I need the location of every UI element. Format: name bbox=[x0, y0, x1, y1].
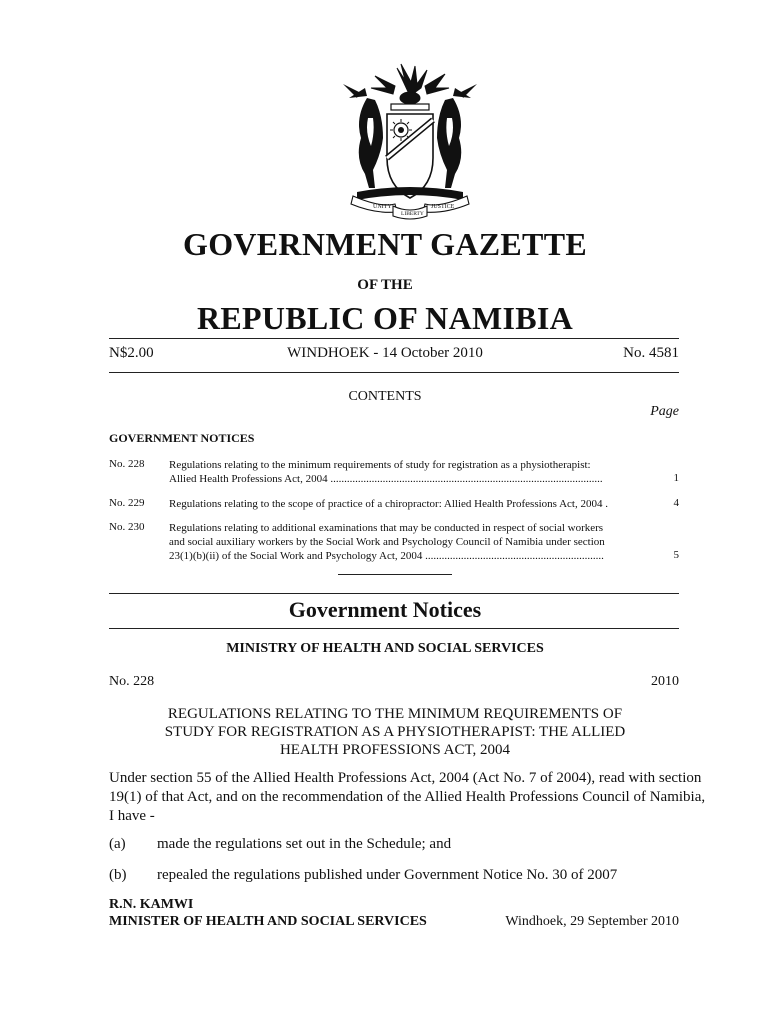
toc-entry-text bbox=[169, 521, 645, 563]
header-bottom-rule bbox=[109, 372, 679, 373]
toc-entry-page: 4 bbox=[673, 497, 679, 509]
contents-page-label: Page bbox=[650, 404, 679, 419]
notice-body-line: 19(1) of that Act, and on the recommendation of the Allied Health Professions Council of Namibia, bbox=[109, 789, 706, 805]
notices-bottom-rule bbox=[109, 628, 679, 629]
signatory-title: MINISTER OF HEALTH AND SOCIAL SERVICES bbox=[109, 914, 427, 929]
item-label: (b) bbox=[109, 867, 127, 883]
regulation-title-line: HEALTH PROFESSIONS ACT, 2004 bbox=[279, 742, 511, 758]
gazette-country-title: REPUBLIC OF NAMIBIA bbox=[196, 300, 574, 336]
toc-entry-page: 1 bbox=[673, 472, 679, 484]
signed-place-date: Windhoek, 29 September 2010 bbox=[505, 914, 679, 929]
contents-end-divider bbox=[338, 574, 452, 575]
coat-of-arms-emblem bbox=[335, 58, 485, 220]
toc-entry-line: Regulations relating to the minimum requirements of study for registration as a physiotherapist: bbox=[169, 459, 591, 471]
toc-entry-line: and social auxiliary workers by the Social Work and Psychology Council of Namibia under section bbox=[169, 536, 605, 548]
ribbon-word-unity: UNITY bbox=[373, 204, 392, 210]
notice-year: 2010 bbox=[651, 674, 679, 689]
regulation-title-line: REGULATIONS RELATING TO THE MINIMUM REQUIREMENTS OF bbox=[167, 706, 623, 722]
gazette-title: GOVERNMENT GAZETTE bbox=[183, 226, 587, 262]
notices-top-rule bbox=[109, 593, 679, 594]
ministry-heading: MINISTRY OF HEALTH AND SOCIAL SERVICES bbox=[226, 641, 544, 656]
notice-number: No. 228 bbox=[109, 674, 155, 689]
toc-entry-text bbox=[169, 497, 645, 511]
regulation-title bbox=[150, 705, 640, 759]
item-text: made the regulations set out in the Schedule; and bbox=[157, 836, 452, 852]
gazette-title-connector: OF THE bbox=[357, 277, 413, 293]
toc-entry-page: 5 bbox=[673, 549, 679, 561]
ribbon-word-justice: JUSTICE bbox=[431, 204, 455, 210]
header-top-rule bbox=[109, 338, 679, 339]
toc-entry-line: Regulations relating to additional examinations that may be conducted in respect of social workers bbox=[169, 522, 604, 534]
toc-entry-line: 23(1)(b)(ii) of the Social Work and Psychology Act, 2004 ................................................................. bbox=[169, 550, 604, 562]
regulation-title-line: STUDY FOR REGISTRATION AS A PHYSIOTHERAPIST: THE ALLIED bbox=[164, 724, 626, 740]
contents-heading: CONTENTS bbox=[348, 389, 422, 404]
ribbon-word-liberty: LIBERTY bbox=[401, 211, 424, 217]
notice-body bbox=[109, 769, 706, 826]
toc-entry-number: No. 229 bbox=[109, 497, 145, 509]
notice-body-line: I have - bbox=[109, 808, 155, 824]
toc-entry-line: Regulations relating to the scope of practice of a chiropractor: Allied Health Professions Act, 2004 . bbox=[169, 498, 608, 510]
notice-body-line: Under section 55 of the Allied Health Professions Act, 2004 (Act No. 7 of 2004), read with section bbox=[109, 770, 702, 786]
issue-number: No. 4581 bbox=[623, 345, 679, 361]
item-text: repealed the regulations published under Government Notice No. 30 of 2007 bbox=[157, 867, 618, 883]
toc-entry-text bbox=[169, 458, 645, 486]
issue-place-date: WINDHOEK - 14 October 2010 bbox=[287, 345, 483, 361]
item-label: (a) bbox=[109, 836, 126, 852]
toc-entry-number: No. 230 bbox=[109, 521, 145, 533]
toc-entry-line: Allied Health Professions Act, 2004 ................................................................................................... bbox=[169, 473, 603, 485]
toc-entry-number: No. 228 bbox=[109, 458, 145, 470]
signatory-name: R.N. KAMWI bbox=[109, 897, 194, 912]
notices-heading: Government Notices bbox=[288, 597, 482, 622]
contents-section-heading: GOVERNMENT NOTICES bbox=[109, 431, 255, 445]
issue-price: N$2.00 bbox=[109, 345, 154, 361]
